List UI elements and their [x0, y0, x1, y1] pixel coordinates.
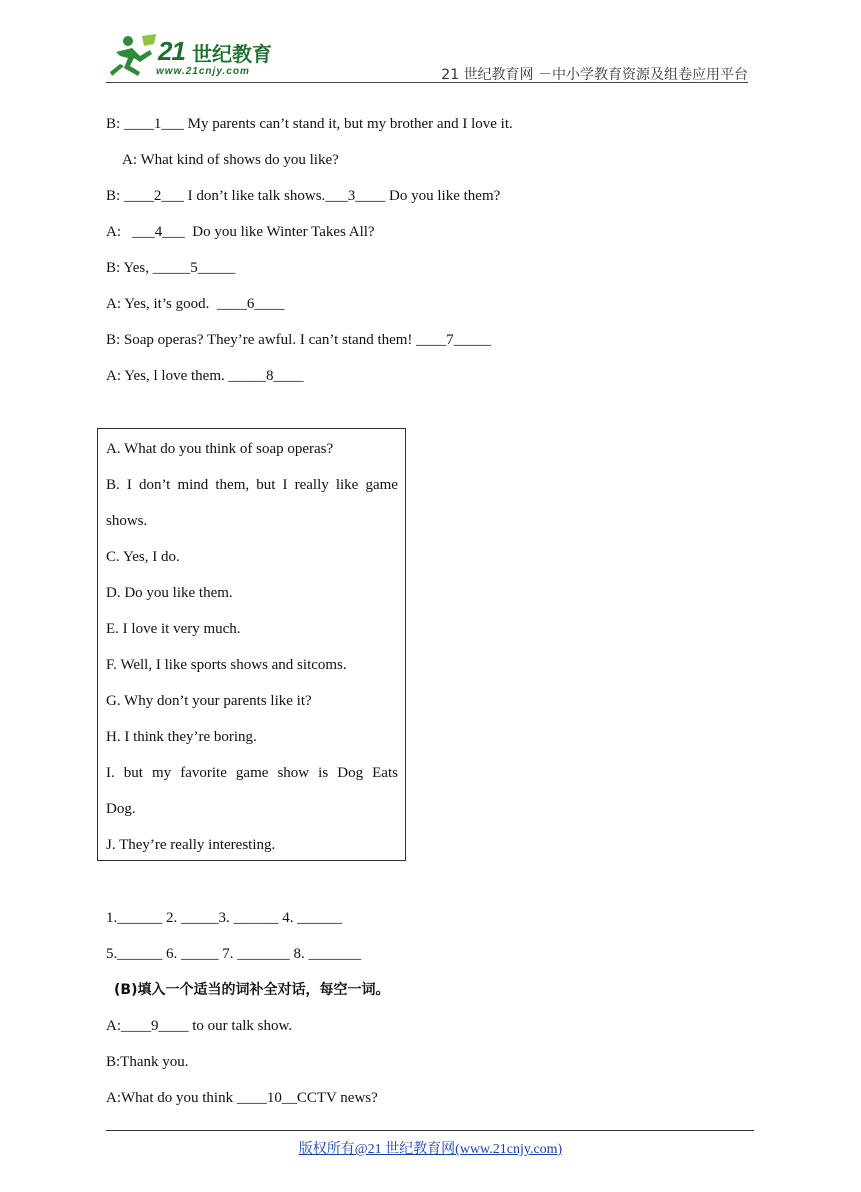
option-b-word: them, [215, 477, 250, 493]
option-i-cont: Dog. [106, 801, 136, 817]
answer-row: 1.______ 2. _____3. ______ 4. ______ [106, 910, 343, 926]
option-g: G. Why don’t your parents like it? [106, 693, 312, 709]
option-i-word: I. [106, 765, 115, 781]
option-i-word: Dog [337, 765, 364, 781]
options-box [97, 428, 406, 861]
option-i-word: is [318, 765, 329, 781]
dialogue-line: A:____9____ to our talk show. [106, 1018, 293, 1034]
option-b-word: I [126, 477, 132, 493]
option-i-word: Eats [372, 765, 398, 781]
option-b-word: mind [177, 477, 209, 493]
logo-number: 21 [158, 36, 185, 66]
header-divider [106, 82, 748, 83]
dialogue-line: A: ___4___ Do you like Winter Takes All? [106, 224, 375, 240]
runner-logo-icon [106, 32, 158, 80]
answer-row: 5.______ 6. _____ 7. _______ 8. _______ [106, 946, 361, 962]
option-b [106, 476, 398, 494]
logo-url: www.21cnjy.com [156, 66, 250, 77]
option-b-word: like [335, 477, 359, 493]
option-i [106, 764, 398, 782]
option-b-cont: shows. [106, 513, 148, 529]
dialogue-line: A: Yes, it’s good. ____6____ [106, 296, 285, 312]
option-i-word: show [277, 765, 310, 781]
logo [106, 32, 286, 80]
option-i-word: favorite [180, 765, 227, 781]
logo-chinese: 世纪教育 [192, 42, 272, 66]
option-b-word: game [365, 477, 398, 493]
dialogue-line: B: ____2___ I don’t like talk shows.___3____ Do you like them? [106, 188, 501, 204]
option-j: J. They’re really interesting. [106, 837, 276, 853]
option-b-word: don’t [138, 477, 171, 493]
dialogue-line: A: What kind of shows do you like? [122, 152, 339, 168]
footer-copyright-link[interactable]: 版权所有@21 世纪教育网(www.21cnjy.com) [298, 1142, 563, 1157]
dialogue-line: B: Soap operas? They’re awful. I can’t stand them! ____7_____ [106, 332, 492, 348]
page-header [106, 32, 748, 84]
option-d: D. Do you like them. [106, 585, 233, 601]
option-h: H. I think they’re boring. [106, 729, 257, 745]
option-c: C. Yes, I do. [106, 549, 180, 565]
option-i-word: game [235, 765, 269, 781]
option-e: E. I love it very much. [106, 621, 241, 637]
dialogue-line: B: ____1___ My parents can’t stand it, but my brother and I love it. [106, 116, 513, 132]
section-heading: (B)填入一个适当的词补全对话，每空一词。 [114, 982, 390, 998]
dialogue-line: A: Yes, l love them. _____8____ [106, 368, 304, 384]
option-b-word: B. [106, 477, 120, 493]
option-f: F. Well, I like sports shows and sitcoms. [106, 657, 347, 673]
option-b-word: I [282, 477, 288, 493]
dialogue-line: B:Thank you. [106, 1054, 189, 1070]
option-i-word: my [152, 765, 172, 781]
option-i-word: but [123, 765, 143, 781]
option-b-word: really [294, 477, 329, 493]
dialogue-line: B: Yes, _____5_____ [106, 260, 236, 276]
dialogue-line: A:What do you think ____10__CCTV news? [106, 1090, 378, 1106]
footer-divider [106, 1130, 754, 1131]
option-a: A. What do you think of soap operas? [106, 441, 334, 457]
option-b-word: but [256, 477, 276, 493]
site-title: 21 世纪教育网 －中小学教育资源及组卷应用平台 [441, 67, 748, 83]
